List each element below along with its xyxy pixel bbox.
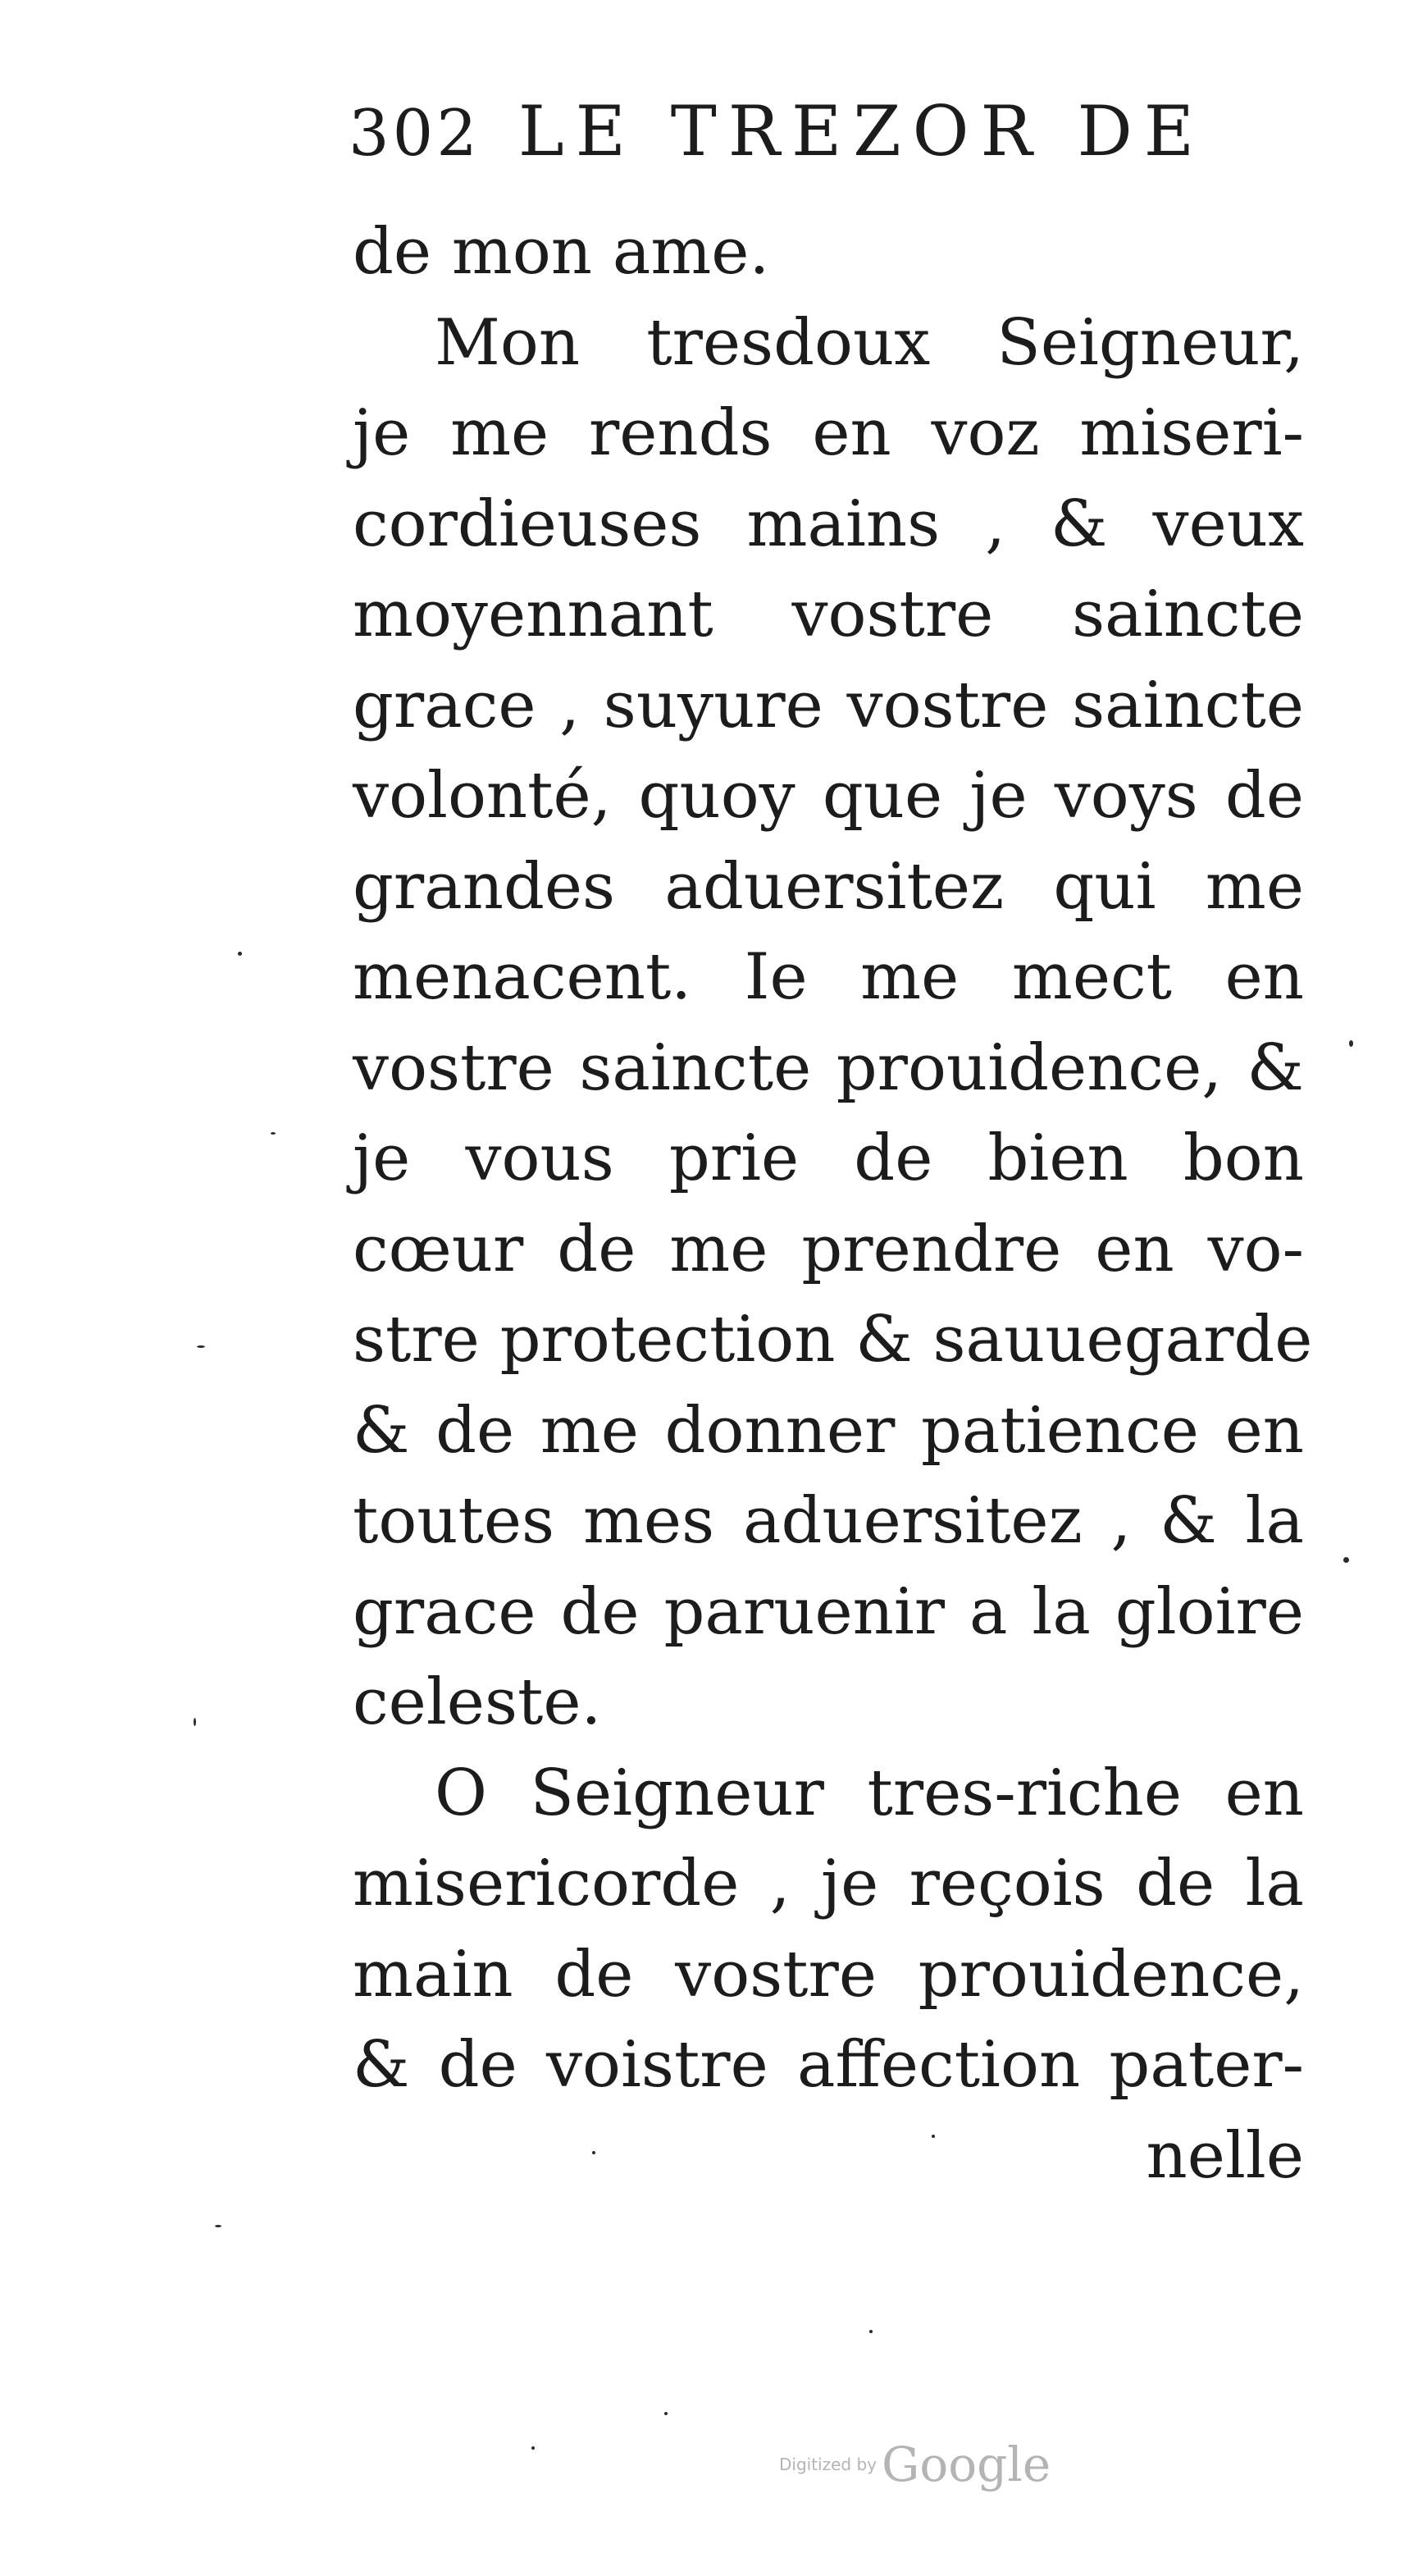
text-line: grace de paruenir a la gloire (353, 1574, 1304, 1649)
text-line: je me rends en voz miseri- (353, 396, 1304, 470)
scan-speck (1343, 1557, 1349, 1563)
text-line: stre protection & sauuegarde (353, 1303, 1313, 1377)
text-line: vostre saincte prouidence, & (353, 1030, 1304, 1105)
catchword: nelle (1146, 2118, 1304, 2193)
text-line: grace , suyure vostre saincte (353, 668, 1304, 742)
text-line: moyennant vostre saincte (353, 578, 1304, 651)
scan-speck (1349, 1040, 1353, 1047)
text-line: Mon tresdoux Seigneur, (435, 305, 1304, 380)
text-line: menacent. Ie me mect en (353, 940, 1304, 1014)
text-line: O Seigneur tres-riche en (435, 1756, 1304, 1830)
text-line: de mon ame. (353, 215, 770, 289)
page-number: 302 (349, 97, 481, 171)
scan-speck (197, 1345, 205, 1348)
scan-speck (592, 2151, 595, 2154)
google-logo: Google (882, 2437, 1051, 2492)
digitized-label: Digitized by (779, 2455, 877, 2474)
text-line: volonté, quoy que je voys de (353, 759, 1304, 833)
text-line: & de me donner patience en (353, 1393, 1304, 1468)
text-line: cœur de me prendre en vo- (353, 1212, 1304, 1286)
running-title: LE TREZOR DE (517, 91, 1206, 171)
text-line: main de vostre prouidence, (353, 1937, 1304, 2012)
text-line: cordieuses mains , & veux (353, 486, 1304, 561)
scan-speck (664, 2412, 668, 2415)
scan-speck (271, 1132, 276, 1135)
scan-speck (531, 2446, 535, 2450)
page-header (349, 86, 1292, 176)
scan-speck (215, 2225, 221, 2227)
page-body-text (353, 207, 1313, 2201)
text-line: & de voistre affection pater- (353, 2028, 1304, 2102)
text-line: je vous prie de bien bon (353, 1121, 1304, 1195)
scan-speck (194, 1718, 196, 1726)
scan-speck (869, 2330, 873, 2333)
text-line: misericorde , je reçois de la (353, 1847, 1304, 1921)
text-line: toutes mes aduersitez , & la (353, 1484, 1304, 1558)
scan-speck (238, 952, 242, 956)
digitization-watermark (779, 2437, 1074, 2510)
scan-speck (932, 2135, 935, 2138)
text-line: grandes aduersitez qui me (353, 849, 1304, 924)
text-line: celeste. (353, 1665, 602, 1739)
